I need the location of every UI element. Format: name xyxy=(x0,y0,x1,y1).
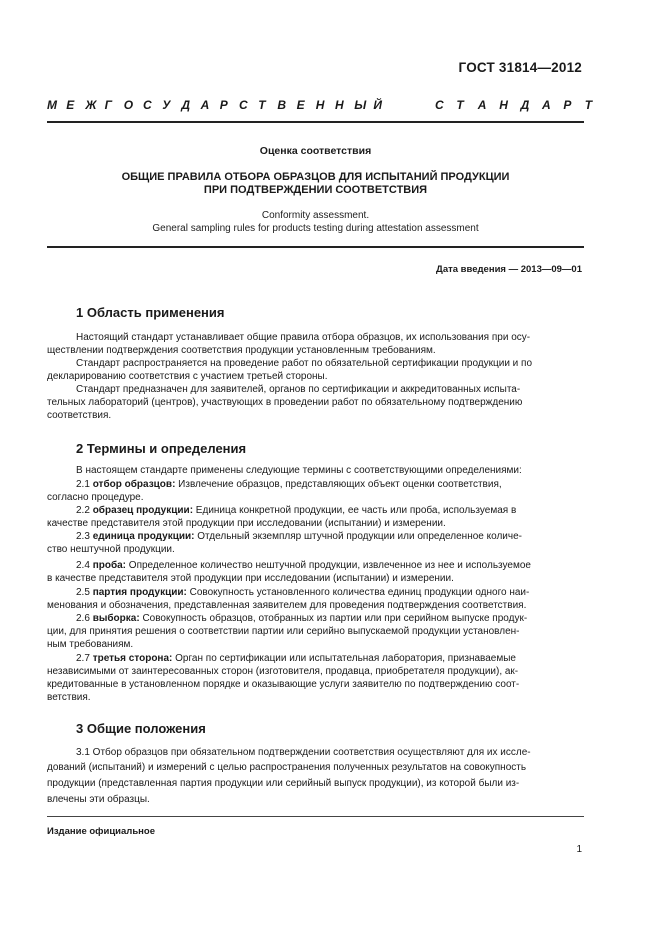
banner-letter: Н xyxy=(315,98,325,112)
section-3-line: влечены эти образцы. xyxy=(47,794,150,805)
document-subtitle: Оценка соответствия xyxy=(259,145,372,157)
banner-letter: Р xyxy=(219,98,228,112)
banner-letter: Т xyxy=(258,98,266,112)
banner-letter: С xyxy=(239,98,248,112)
term-2-7: 2.7 третья сторона: Орган по сертификации или испытательная лаборатория, признаваемые xyxy=(76,653,516,664)
term-2-2-continuation: качестве представителя этой продукции при исследовании (испытании) и измерении. xyxy=(47,518,446,529)
footer-rule xyxy=(47,816,584,817)
term-2-3: 2.3 единица продукции: Отдельный экземпляр штучной продукции или определенное количе- xyxy=(76,531,522,542)
document-title-line1: ОБЩИЕ ПРАВИЛА ОТБОРА ОБРАЗЦОВ ДЛЯ ИСПЫТАНИЙ ПРОДУКЦИИ xyxy=(121,171,510,183)
term-2-6-continuation: ции, для принятия решения о соответствии партии или серийно выпускаемой продукции установлен- xyxy=(47,626,520,637)
banner-letter: А xyxy=(200,98,210,112)
banner-letter: Ы xyxy=(354,98,367,112)
term-name: партия продукции: xyxy=(92,587,187,598)
term-2-6-continuation: ным требованиям. xyxy=(47,639,134,650)
section-1-line: соответствия. xyxy=(47,410,112,421)
banner-letter: С xyxy=(435,98,444,112)
official-edition-label: Издание официальное xyxy=(47,826,155,837)
banner-letter: Т xyxy=(584,98,593,112)
banner-letter: Н xyxy=(499,98,508,112)
document-title-line2: ПРИ ПОДТВЕРЖДЕНИИ СООТВЕТСТВИЯ xyxy=(203,184,428,196)
term-2-5-continuation: менования и обозначения, представленная заявителем для проведения подтверждения соответствия. xyxy=(47,600,527,611)
english-title-line2: General sampling rules for products testing during attestation assessment xyxy=(152,223,479,234)
banner-letter: Р xyxy=(563,98,572,112)
term-name: отбор образцов: xyxy=(92,479,176,490)
section-1-line: Стандарт предназначен для заявителей, органов по сертификации и аккредитованных испыта- xyxy=(76,384,521,395)
introduction-date: Дата введения — 2013—09—01 xyxy=(436,264,582,275)
term-name: выборка: xyxy=(92,613,140,624)
banner-rule xyxy=(47,121,584,123)
banner-letter: Й xyxy=(373,98,383,112)
standard-number: ГОСТ 31814—2012 xyxy=(458,60,582,75)
banner-letter: М xyxy=(47,98,57,112)
banner-letter: Г xyxy=(104,98,112,112)
term-2-5: 2.5 партия продукции: Совокупность установленного количества единиц продукции одного наи- xyxy=(76,587,530,598)
banner-letter: Н xyxy=(335,98,344,112)
section-1-line: Стандарт распространяется на проведение работ по обязательной сертификации продукции и по xyxy=(76,358,533,369)
section-3-line: 3.1 Отбор образцов при обязательном подтверждении соответствия осуществляют для их иссле- xyxy=(76,747,531,758)
term-2-6: 2.6 выборка: Совокупность образцов, отобранных из партии или при серийном выпуске продук- xyxy=(76,613,528,624)
section-2-intro: В настоящем стандарте применены следующие термины с соответствующими определениями: xyxy=(76,465,522,476)
title-rule xyxy=(47,246,584,248)
term-name: образец продукции: xyxy=(92,505,194,516)
term-name: проба: xyxy=(92,560,127,571)
term-2-1-continuation: согласно процедуре. xyxy=(47,492,144,503)
term-name: третья сторона: xyxy=(92,653,173,664)
section-1-line: Настоящий стандарт устанавливает общие правила отбора образцов, их использования при осу- xyxy=(76,332,531,343)
banner-letter: Е xyxy=(66,98,75,112)
section-1-line: декларированию соответствия с участием третьей стороны. xyxy=(47,371,328,382)
banner-letter: А xyxy=(477,98,487,112)
term-2-4-continuation: в качестве представителя этой продукции при исследовании (испытании) и измерении. xyxy=(47,573,454,584)
banner-letter: Д xyxy=(520,98,530,112)
page-number: 1 xyxy=(576,844,582,855)
banner-letter: С xyxy=(143,98,152,112)
term-2-7-continuation: ветствия. xyxy=(47,692,91,703)
banner-letter: О xyxy=(123,98,134,112)
term-2-4: 2.4 проба: Определенное количество нештучной продукции, извлеченное из нее и используемое xyxy=(76,560,531,571)
section-1-line: тельных лабораторий (центров), участвующих в проведении работ по обязательному подтверждению xyxy=(47,397,523,408)
section-2-heading: 2 Термины и определения xyxy=(76,441,247,456)
term-2-1: 2.1 отбор образцов: Извлечение образцов, представляющих объект оценки соответствия, xyxy=(76,479,502,490)
term-2-3-continuation: ство нештучной продукции. xyxy=(47,544,175,555)
term-name: единица продукции: xyxy=(92,531,195,542)
banner-letter: Т xyxy=(456,98,464,112)
section-1-heading: 1 Область применения xyxy=(76,305,225,320)
section-3-line: продукции (представленная партия продукции или серийный выпуск продукции), из которой были из- xyxy=(47,778,520,789)
banner-letter: А xyxy=(542,98,551,112)
term-2-2: 2.2 образец продукции: Единица конкретной продукции, ее часть или проба, используемая в xyxy=(76,505,517,516)
banner-letter: Д xyxy=(181,98,191,112)
banner-letter: Ж xyxy=(85,98,97,112)
term-2-7-continuation: независимыми от заинтересованных сторон (изготовителя, продавца, приобретателя продукции), ак- xyxy=(47,666,519,677)
section-1-line: ществлении подтверждения соответствия продукции установленным требованиям. xyxy=(47,345,436,356)
banner-letter: Е xyxy=(296,98,305,112)
english-title-line1: Conformity assessment. xyxy=(261,210,370,221)
term-2-7-continuation: кредитованные в установленном порядке и оказывающие услуги заявителю по подтверждению соот- xyxy=(47,679,520,690)
section-3-heading: 3 Общие положения xyxy=(76,721,206,736)
section-3-line: дований (испытаний) и измерений с целью распространения полученных результатов на совокупность xyxy=(47,762,527,773)
banner-letter: В xyxy=(277,98,287,112)
banner-letter: У xyxy=(162,98,171,112)
